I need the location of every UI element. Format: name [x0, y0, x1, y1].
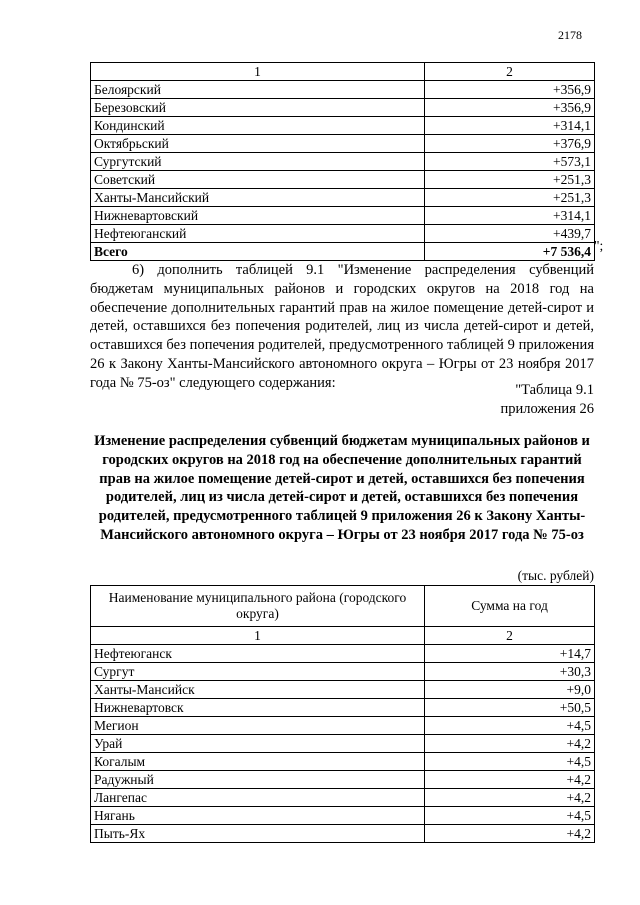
table-row [91, 771, 595, 789]
table-row [91, 699, 595, 717]
table-row [91, 663, 595, 681]
table-row [91, 825, 595, 843]
amount-value: +376,9 [425, 135, 595, 153]
district-name: Урай [91, 735, 425, 753]
table-reference [470, 381, 594, 419]
amount-value: +356,9 [425, 81, 595, 99]
district-name: Советский [91, 171, 425, 189]
column-number: 1 [91, 627, 425, 645]
amount-value: +314,1 [425, 117, 595, 135]
amount-value: +9,0 [425, 681, 595, 699]
district-name: Лангепас [91, 789, 425, 807]
district-name: Нижневартовский [91, 207, 425, 225]
table-row [91, 753, 595, 771]
amount-value: +30,3 [425, 663, 595, 681]
amount-value: +4,5 [425, 717, 595, 735]
table-row [91, 81, 595, 99]
district-name: Ханты-Мансийск [91, 681, 425, 699]
amount-value: +439,7 [425, 225, 595, 243]
column-header-amount: Сумма на год [425, 586, 595, 627]
table-row [91, 117, 595, 135]
district-name: Радужный [91, 771, 425, 789]
column-number: 1 [91, 63, 425, 81]
table-row [91, 789, 595, 807]
table-row [91, 171, 595, 189]
table-row [91, 207, 595, 225]
amount-value: +50,5 [425, 699, 595, 717]
table-row [91, 189, 595, 207]
district-name: Нефтеюганский [91, 225, 425, 243]
amount-value: +573,1 [425, 153, 595, 171]
subvention-table-9-1 [90, 585, 595, 843]
table-reference-line: "Таблица 9.1 [515, 382, 594, 398]
amount-value: +4,2 [425, 771, 595, 789]
district-name: Нефтеюганск [91, 645, 425, 663]
amount-value: +4,2 [425, 825, 595, 843]
total-label: Всего [91, 243, 425, 261]
table-row [91, 807, 595, 825]
closing-quote-mark: "; [594, 238, 604, 253]
subvention-table-continued [90, 62, 595, 261]
amount-value: +4,5 [425, 753, 595, 771]
amount-value: +314,1 [425, 207, 595, 225]
page-number: 2178 [558, 28, 582, 42]
table-row [91, 681, 595, 699]
table-row [91, 735, 595, 753]
amount-value: +4,5 [425, 807, 595, 825]
column-number: 2 [425, 63, 595, 81]
table-row [91, 717, 595, 735]
amount-value: +4,2 [425, 735, 595, 753]
district-name: Нягань [91, 807, 425, 825]
units-label: (тыс. рублей) [517, 568, 594, 583]
column-number: 2 [425, 627, 595, 645]
amount-value: +4,2 [425, 789, 595, 807]
table-row [91, 153, 595, 171]
amount-value: +14,7 [425, 645, 595, 663]
amount-value: +251,3 [425, 189, 595, 207]
column-header-district: Наименование муниципального района (городского округа) [91, 586, 425, 627]
district-name: Кондинский [91, 117, 425, 135]
table-row [91, 135, 595, 153]
table-title: Изменение распределения субвенций бюджетам муниципальных районов и городских округов на 2018 год на обеспечение дополнительных гарантий прав на жилое помещение детей-сирот и детей, оставшихся без попечения родителей, лиц из числа детей-сирот и детей, оставшихся без попечения родителей, предусмотренного таблицей 9 приложения 26 к Закону Ханты-Мансийского автономного округа – Югры от 23 ноября 2017 года № 75-оз [94, 433, 590, 543]
district-name: Березовский [91, 99, 425, 117]
table-column-numbers [91, 63, 595, 81]
district-name: Нижневартовск [91, 699, 425, 717]
district-name: Сургутский [91, 153, 425, 171]
amount-value: +356,9 [425, 99, 595, 117]
district-name: Ханты-Мансийский [91, 189, 425, 207]
table-row [91, 225, 595, 243]
amount-value: +251,3 [425, 171, 595, 189]
district-name: Октябрьский [91, 135, 425, 153]
table-column-numbers [91, 627, 595, 645]
district-name: Белоярский [91, 81, 425, 99]
table-header-row [91, 586, 595, 627]
table-reference-line: приложения 26 [500, 400, 594, 417]
table-row [91, 645, 595, 663]
total-row [91, 243, 595, 261]
district-name: Когалым [91, 753, 425, 771]
total-value: +7 536,4 [425, 243, 595, 261]
district-name: Пыть-Ях [91, 825, 425, 843]
district-name: Сургут [91, 663, 425, 681]
district-name: Мегион [91, 717, 425, 735]
amendment-paragraph: 6) дополнить таблицей 9.1 "Изменение распределения субвенций бюджетам муниципальных районов и городских округов на 2018 год на обеспечение дополнительных гарантий прав на жилое помещение детей-сирот и детей, оставшихся без попечения родителей, лиц из числа детей-сирот и детей, оставшихся без попечения родителей, предусмотренного таблицей 9 приложения 26 к Закону Ханты-Мансийского автономного округа – Югры от 23 ноября 2017 года № 75-оз" следующего содержания: [90, 262, 594, 391]
table-row [91, 99, 595, 117]
